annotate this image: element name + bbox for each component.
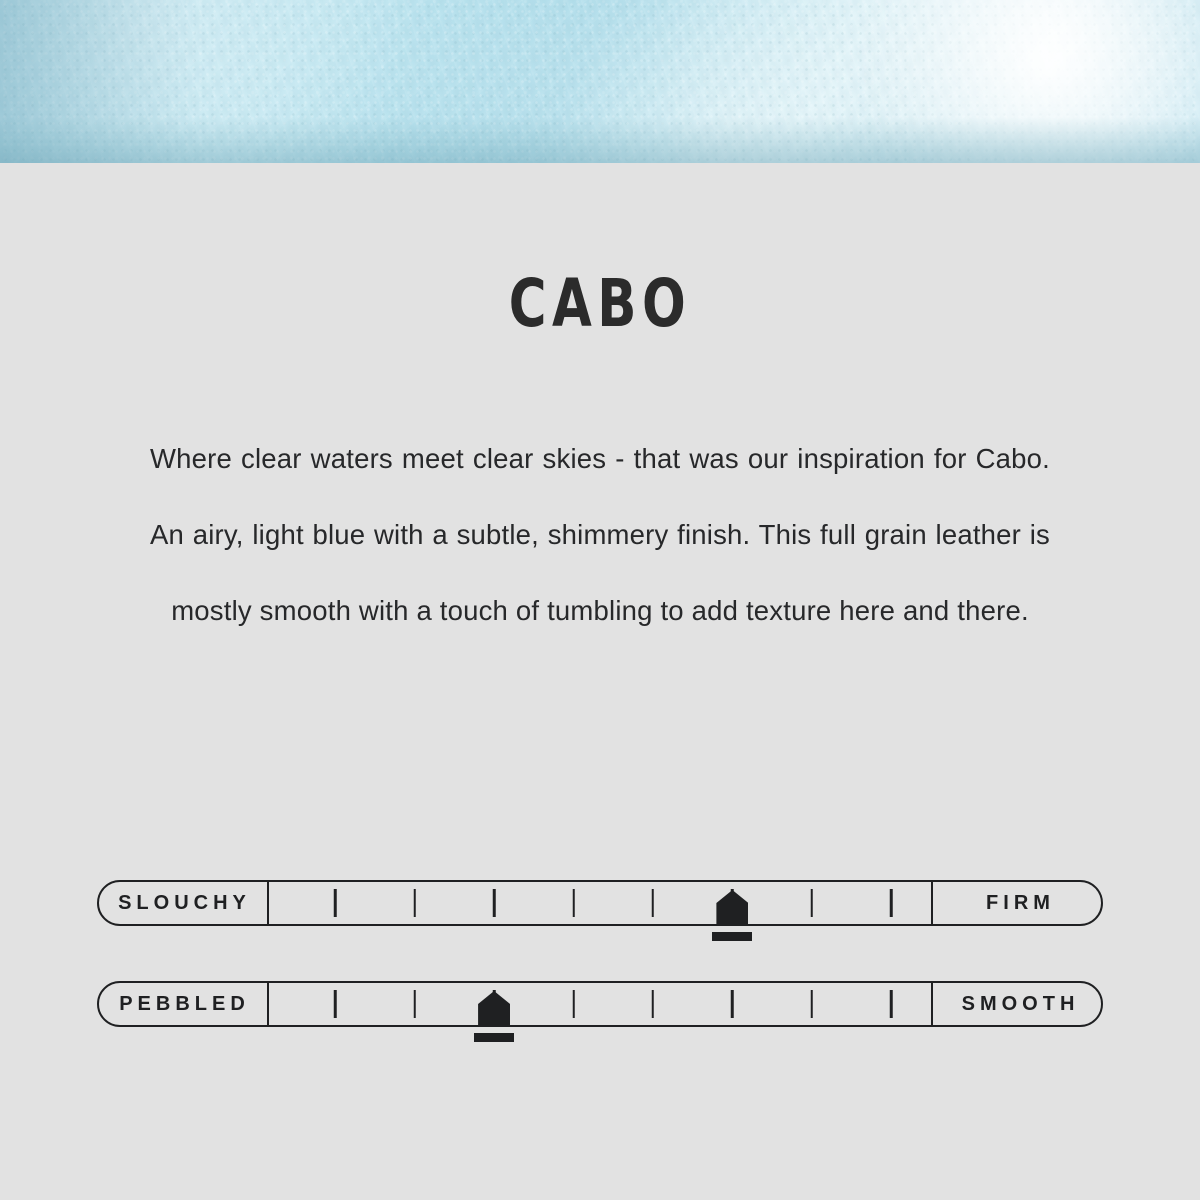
marker-pentagon-icon	[478, 991, 510, 1027]
scale-tick	[652, 889, 655, 917]
scale-tick	[572, 990, 575, 1018]
scale-tick	[572, 889, 575, 917]
scale-ticks	[269, 880, 931, 926]
scale-tick	[413, 889, 416, 917]
scale-tick	[413, 990, 416, 1018]
page-title: CABO	[508, 265, 692, 342]
scale-tick	[731, 990, 734, 1018]
scale-slouchy-firm	[97, 880, 1103, 926]
marker-base-bar	[474, 1033, 514, 1042]
description-text: Where clear waters meet clear skies - that was our inspiration for Cabo. An airy, light blue with a subtle, shimmery finish. This full grain leather is mostly smooth with a touch of tumbling to add texture here and there.	[150, 443, 1050, 626]
scale-left-label: SLOUCHY	[97, 880, 269, 926]
marker-pentagon-icon	[716, 890, 748, 926]
scale-tick	[811, 889, 814, 917]
scale-pebbled-smooth	[97, 981, 1103, 1027]
scale-tick	[890, 889, 893, 917]
scale-marker	[710, 890, 754, 950]
scale-tick	[493, 889, 496, 917]
marker-base-bar	[712, 932, 752, 941]
scale-right-label: SMOOTH	[931, 981, 1103, 1027]
scale-tick	[890, 990, 893, 1018]
scale-left-label: PEBBLED	[97, 981, 269, 1027]
scale-tick	[334, 990, 337, 1018]
leather-bottom-shadow	[0, 117, 1200, 163]
scale-tick	[334, 889, 337, 917]
scale-ticks	[269, 981, 931, 1027]
scale-tick	[652, 990, 655, 1018]
attribute-scales	[0, 880, 1200, 1082]
scale-marker	[472, 991, 516, 1051]
scale-right-label: FIRM	[931, 880, 1103, 926]
scale-tick	[811, 990, 814, 1018]
leather-swatch-photo	[0, 0, 1200, 163]
card-content	[0, 163, 1200, 649]
description-block	[150, 421, 1050, 649]
